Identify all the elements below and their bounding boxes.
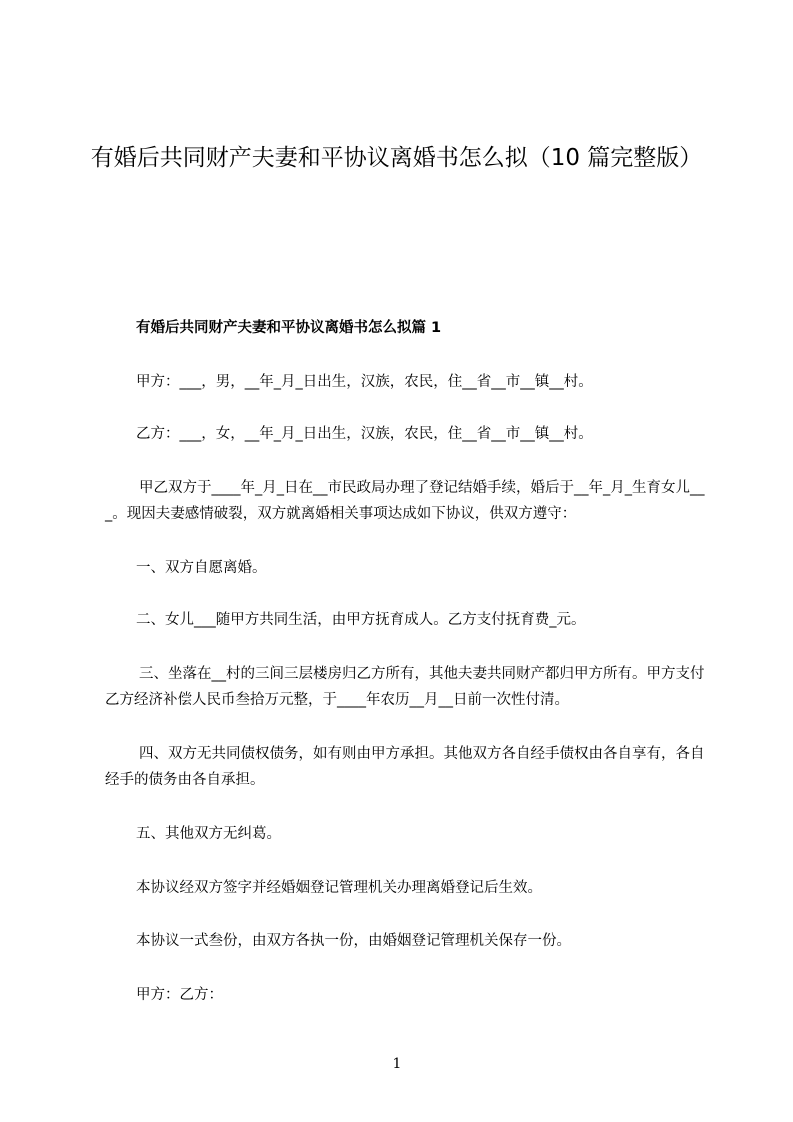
section-heading: 有婚后共同财产夫妻和平协议离婚书怎么拟篇 1 <box>136 320 442 336</box>
paragraph-clause-5: 五、其他双方无纠葛。 <box>136 826 281 842</box>
paragraph-background: 甲乙双方于____年_月_日在__市民政局办理了登记结婚手续，婚后于__年_月_生育女儿___。现因夫妻感情破裂，双方就离婚相关事项达成如下协议，供双方遵守： <box>105 480 705 522</box>
paragraph-effective: 本协议经双方签字并经婚姻登记管理机关办理离婚登记后生效。 <box>136 880 542 896</box>
page-number: 1 <box>392 1056 402 1072</box>
paragraph-party-b: 乙方：___，女，__年_月_日出生，汉族，农民，住__省__市__镇__村。 <box>136 426 593 442</box>
paragraph-clause-1: 一、双方自愿离婚。 <box>136 560 267 576</box>
paragraph-copies: 本协议一式叁份，由双方各执一份，由婚姻登记管理机关保存一份。 <box>136 933 571 949</box>
paragraph-signatures: 甲方：乙方： <box>136 987 223 1003</box>
paragraph-party-a: 甲方：___，男，__年_月_日出生，汉族，农民，住__省__市__镇__村。 <box>136 374 593 390</box>
paragraph-clause-3: 三、坐落在__村的三间三层楼房归乙方所有，其他夫妻共同财产都归甲方所有。甲方支付乙方经济补偿人民币叁拾万元整，于____年农历__月__日前一次性付清。 <box>105 666 705 708</box>
paragraph-clause-2: 二、女儿___随甲方共同生活，由甲方抚育成人。乙方支付抚育费_元。 <box>136 612 586 628</box>
paragraph-clause-4: 四、双方无共同债权债务，如有则由甲方承担。其他双方各自经手债权由各自享有，各自经手的债务由各自承担。 <box>105 746 705 788</box>
document-title: 有婚后共同财产夫妻和平协议离婚书怎么拟（10 篇完整版） <box>90 145 703 171</box>
